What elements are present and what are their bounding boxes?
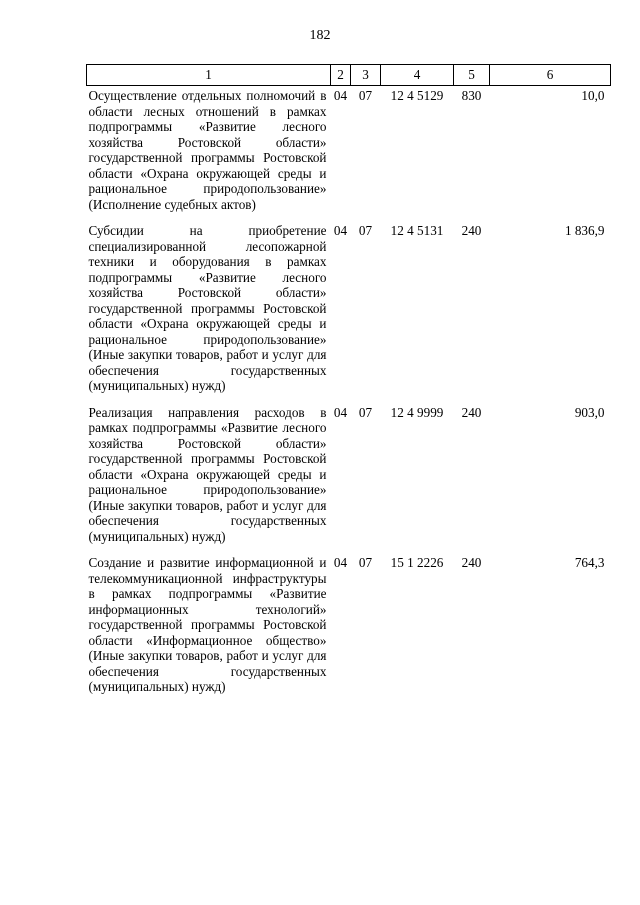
table-row [87, 403, 611, 554]
column-header-2: 2 [331, 65, 351, 86]
column-header-5: 5 [454, 65, 490, 86]
row-amount: 10,0 [581, 88, 605, 103]
row-description: Создание и развитие информационной и телекоммуникационной инфраструктуры в рамках подпрограммы «Развитие информационных технологий» государственной программы Ростовской области «Информационное общество» (Иные закупки товаров, работ и услуг для обеспечения государственных (муниципальных) нужд) [88, 555, 327, 694]
row-subsection: 07 [358, 88, 373, 103]
row-subsection: 07 [358, 223, 373, 238]
row-description: Осуществление отдельных полномочий в области лесных отношений в рамках подпрограммы «Развитие лесного хозяйства Ростовской области» государственной программы Ростовской области «Охрана окружающей среды и рациональное природопользование» (Исполнение судебных актов) [88, 88, 327, 212]
row-target-article: 12 4 5129 [390, 88, 444, 103]
table-row [87, 221, 611, 403]
table-header-row [87, 65, 611, 86]
row-expense-type: 240 [461, 555, 482, 570]
page-number: 182 [309, 28, 331, 43]
row-subsection: 07 [358, 555, 373, 570]
column-header-3: 3 [351, 65, 381, 86]
row-section: 04 [333, 88, 348, 103]
table-row [87, 553, 611, 704]
row-description: Реализация направления расходов в рамках подпрограммы «Развитие лесного хозяйства Ростовской области» государственной программы Ростовской области «Охрана окружающей среды и рациональное природопользование» (Иные закупки товаров, работ и услуг для обеспечения государственных (муниципальных) нужд) [88, 404, 327, 544]
table-row [87, 86, 611, 222]
row-target-article: 12 4 9999 [390, 404, 444, 420]
column-header-4: 4 [381, 65, 454, 86]
row-expense-type: 830 [461, 88, 482, 103]
row-section: 04 [333, 223, 348, 238]
row-amount: 764,3 [574, 555, 605, 570]
budget-table [86, 64, 611, 704]
row-target-article: 15 1 2226 [390, 555, 444, 570]
row-amount: 1 836,9 [564, 223, 605, 238]
row-amount: 903,0 [574, 404, 605, 420]
column-header-1: 1 [87, 65, 331, 86]
row-description: Субсидии на приобретение специализированной лесопожарной техники и оборудования в рамках подпрограммы «Развитие лесного хозяйства Ростовской области» государственной программы Ростовской области «Охрана окружающей среды и рациональное природопользование» (Иные закупки товаров, работ и услуг для обеспечения государственных (муниципальных) нужд) [88, 223, 327, 393]
row-section: 04 [333, 555, 348, 570]
row-subsection: 07 [358, 404, 373, 420]
row-target-article: 12 4 5131 [390, 223, 444, 238]
row-expense-type: 240 [461, 223, 482, 238]
row-section: 04 [333, 404, 348, 420]
column-header-6: 6 [490, 65, 611, 86]
row-expense-type: 240 [461, 404, 482, 420]
